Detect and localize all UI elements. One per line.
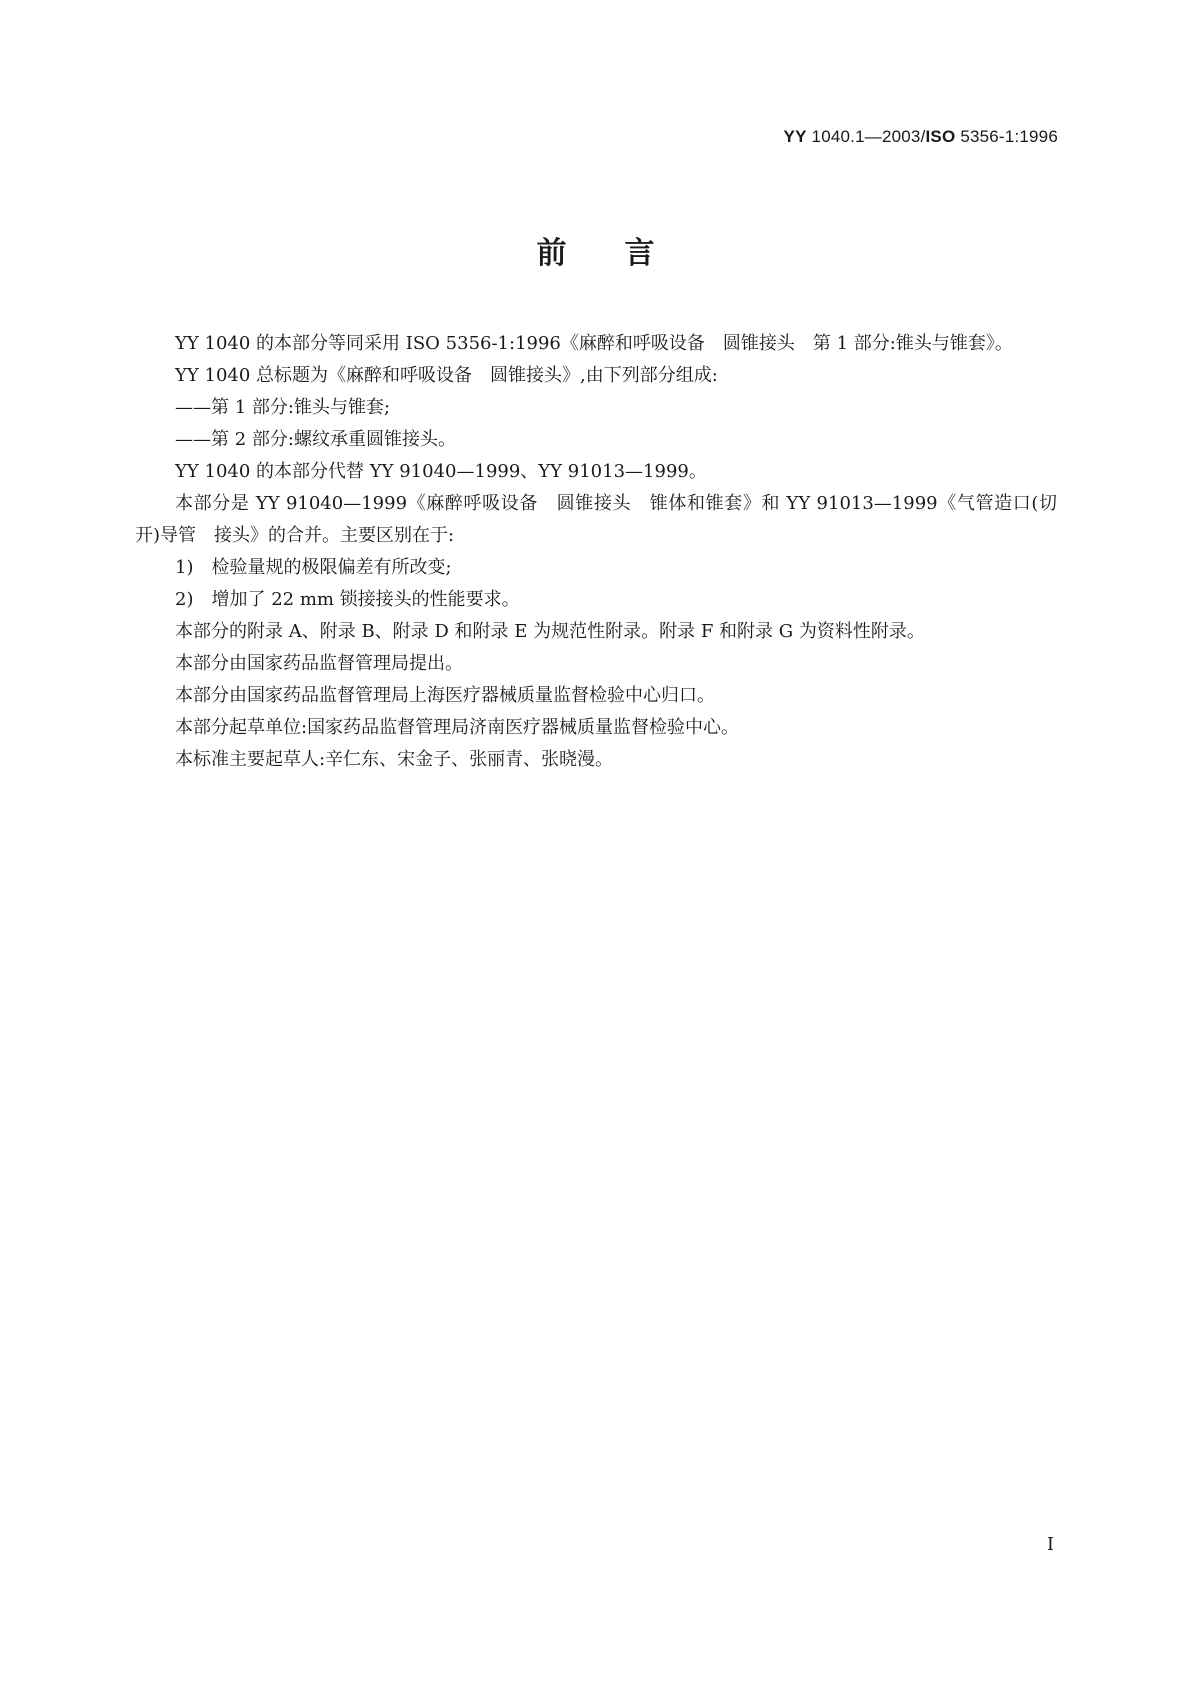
paragraph: 本部分是 YY 91040—1999《麻醉呼吸设备 圆锥接头 锥体和锥套》和 YY 91013—1999《气管造口(切开)导管 接头》的合并。主要区别在于: — [135, 493, 1057, 546]
paragraph: YY 1040 的本部分等同采用 ISO 5356-1:1996《麻醉和呼吸设备 圆锥接头 第 1 部分:锥头与锥套》。 — [175, 333, 1013, 354]
paragraph: 本部分的附录 A、附录 B、附录 D 和附录 E 为规范性附录。附录 F 和附录 G 为资料性附录。 — [175, 621, 925, 642]
page-number: I — [1046, 1534, 1054, 1555]
list-item: ——第 1 部分:锥头与锥套; — [175, 397, 391, 418]
list-item: 1) 检验量规的极限偏差有所改变; — [175, 557, 452, 578]
standard-code-number: 1040.1—2003/ — [806, 127, 926, 146]
paragraph: 本部分由国家药品监督管理局上海医疗器械质量监督检验中心归口。 — [175, 685, 715, 706]
list-item: 2) 增加了 22 mm 锁接接头的性能要求。 — [175, 589, 520, 610]
standard-code — [784, 127, 1058, 147]
page-title: 前言 — [536, 236, 713, 271]
list-item: ——第 2 部分:螺纹承重圆锥接头。 — [175, 429, 456, 450]
iso-number: 5356-1:1996 — [955, 127, 1058, 146]
paragraph: YY 1040 的本部分代替 YY 91040—1999、YY 91013—1999。 — [175, 461, 707, 482]
paragraph: 本部分由国家药品监督管理局提出。 — [175, 653, 463, 674]
paragraph: YY 1040 总标题为《麻醉和呼吸设备 圆锥接头》,由下列部分组成: — [175, 365, 718, 386]
foreword-body — [135, 328, 1057, 776]
paragraph: 本标准主要起草人:辛仁东、宋金子、张丽青、张晓漫。 — [175, 749, 614, 770]
standard-code-prefix: YY — [783, 127, 807, 146]
paragraph: 本部分起草单位:国家药品监督管理局济南医疗器械质量监督检验中心。 — [175, 717, 740, 738]
iso-prefix: ISO — [925, 127, 956, 146]
